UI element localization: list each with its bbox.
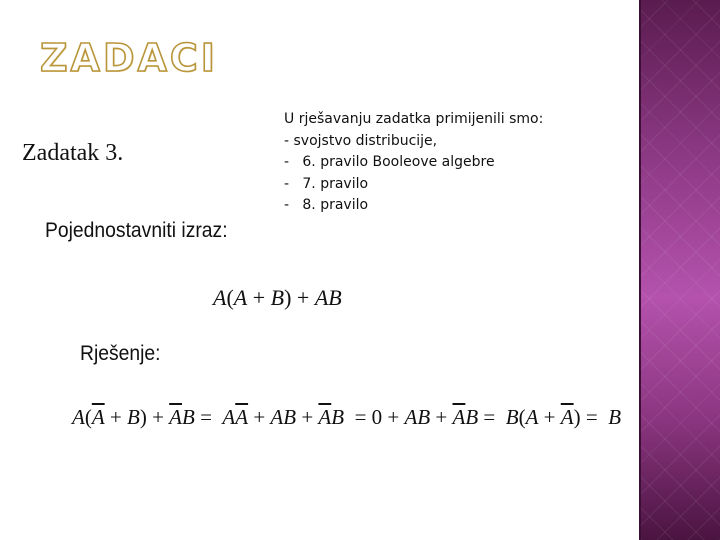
solution-label: Rješenje:: [80, 342, 161, 365]
note-item: - 6. pravilo Booleove algebre: [284, 154, 495, 170]
instruction-text: Pojednostavniti izraz:: [45, 219, 228, 242]
notes-heading: U rješavanju zadatka primijenili smo:: [284, 111, 544, 127]
solution-derivation: $A(\overline{A} + B) + \overline{A}B = A\overline{A}$ + AB + $\overline{A}B = 0$ + AB + $\overline{A}B = B(A + \overline{A}) = B$: [72, 405, 622, 429]
note-item: - 8. pravilo: [284, 197, 369, 213]
notes-list: [284, 109, 543, 217]
note-item: - 7. pravilo: [284, 175, 369, 192]
task-label: Zadatak 3.: [22, 140, 124, 166]
expression-to-simplify: A(A + B) + AB: [213, 285, 342, 310]
slide-title: ZADACI: [40, 36, 218, 80]
note-item: - svojstvo distribucije,: [284, 132, 438, 149]
decorative-sidebar: [641, 0, 720, 540]
